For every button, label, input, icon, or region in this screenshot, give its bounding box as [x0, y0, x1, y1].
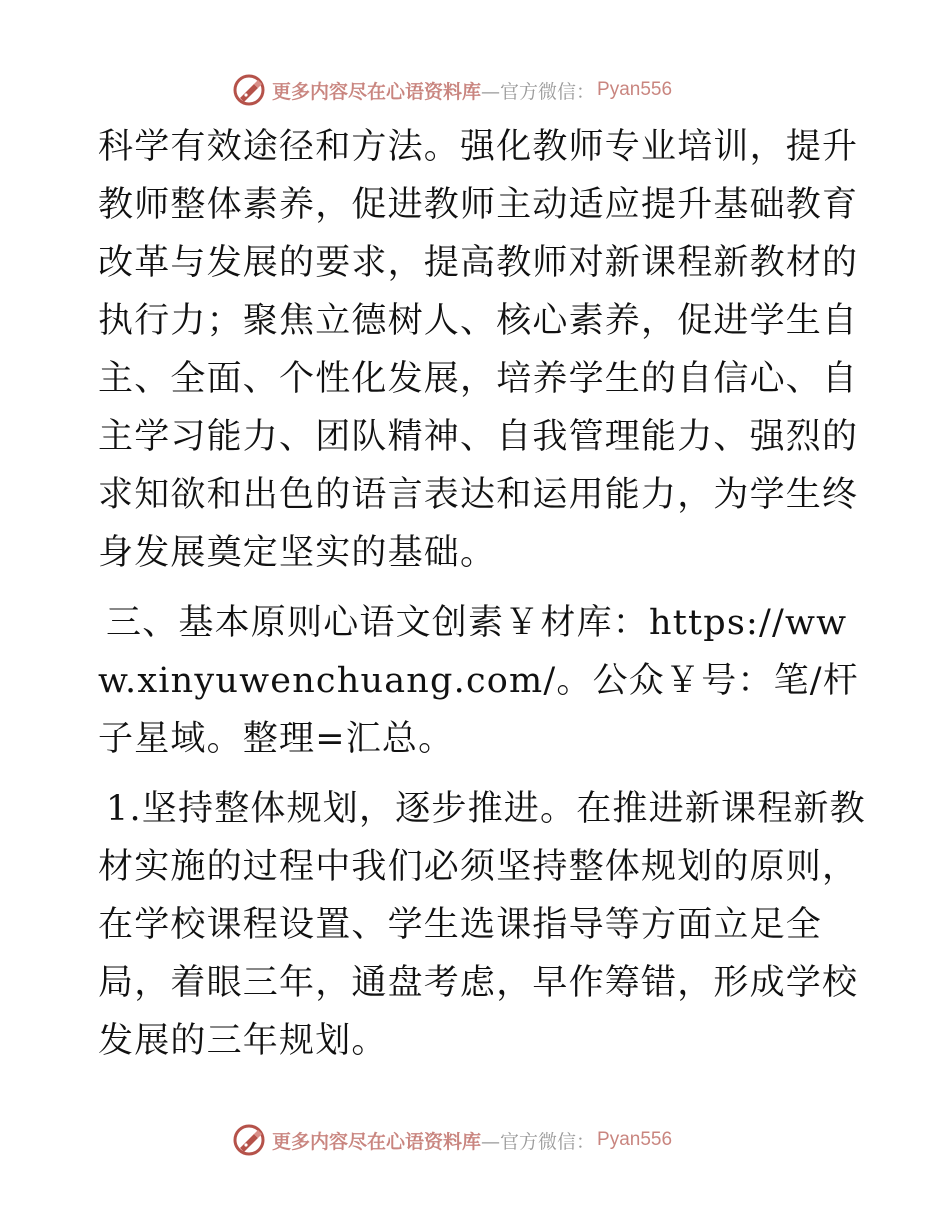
pen-logo-icon: [232, 73, 266, 107]
pen-logo-icon: [232, 1123, 266, 1157]
paragraph-principles-heading: 三、基本原则心语文创素￥材库：https://www.xinyuwenchuang.com/。公众￥号：笔/杆子星域。整理=汇总。: [98, 603, 860, 759]
watermark-wechat-id: Pyan556: [597, 1129, 673, 1150]
watermark-official-label: —官方微信：: [481, 80, 596, 103]
paragraph-principle-1: 1.坚持整体规划，逐步推进。在推进新课程新教材实施的过程中我们必须坚持整体规划的原则，在学校课程设置、学生选课指导等方面立足全局，着眼三年，通盘考虑，早作筹错，形成学校发展的三年规划。: [98, 789, 866, 1061]
watermark-wechat-id: Pyan556: [597, 79, 673, 100]
paragraph-goals: 科学有效途径和方法。强化教师专业培训，提升教师整体素养，促进教师主动适应提升基础教育改革与发展的要求，提高教师对新课程新教材的执行力；聚焦立德树人、核心素养，促进学生自主、全面、个性化发展，培养学生的自信心、自主学习能力、团队精神、自我管理能力、强烈的求知欲和出色的语言表达和运用能力，为学生终身发展奠定坚实的基础。: [98, 127, 859, 573]
watermark-brand: 更多内容尽在心语资料库: [272, 80, 482, 103]
watermark-official-label: —官方微信：: [481, 1130, 596, 1153]
header-watermark: [232, 72, 672, 108]
watermark-brand: 更多内容尽在心语资料库: [272, 1130, 482, 1153]
footer-watermark: [232, 1122, 672, 1158]
document-body: [98, 118, 868, 1070]
